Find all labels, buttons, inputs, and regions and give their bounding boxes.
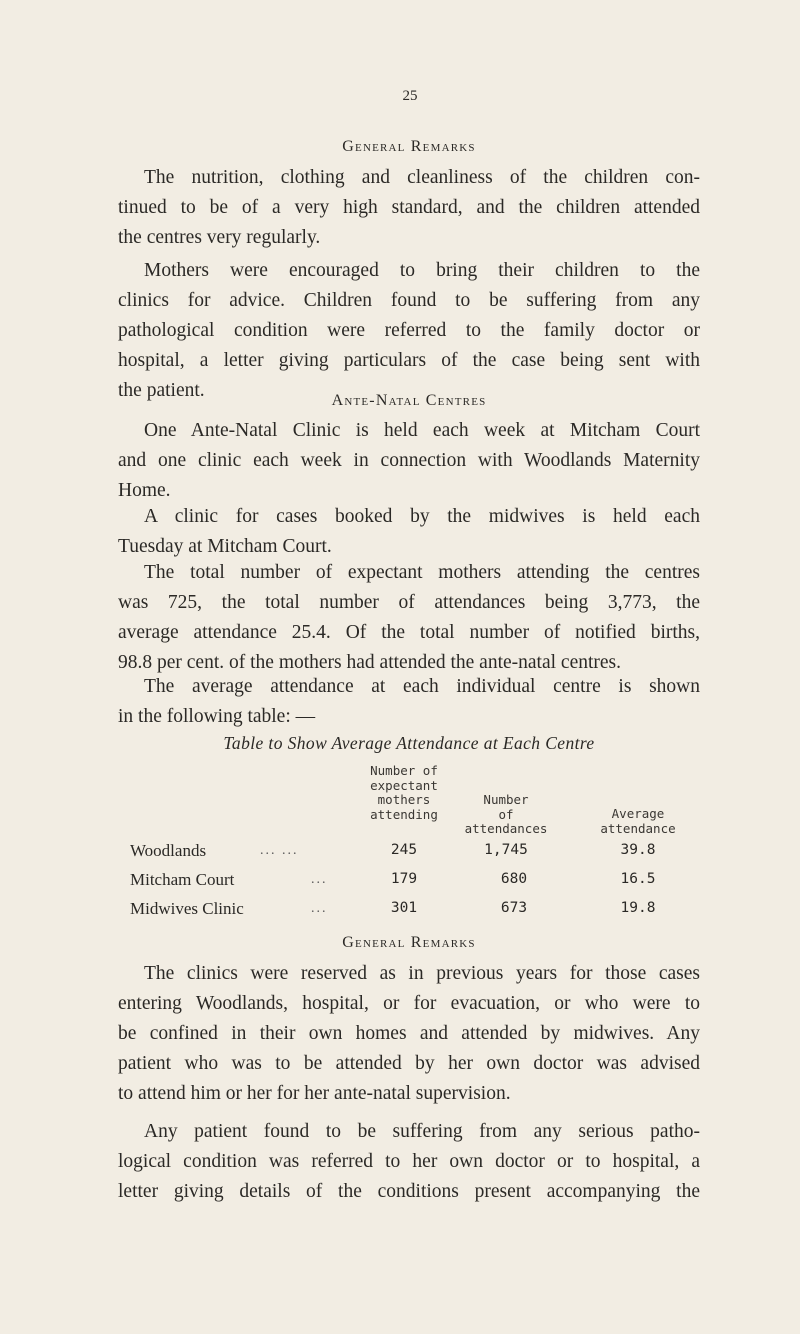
text-line: The clinics were reserved as in previous years for those cases bbox=[144, 963, 700, 984]
table-cell: 1,745 bbox=[484, 842, 528, 858]
text-line: the centres very regularly. bbox=[118, 227, 321, 248]
dot-leader: ... bbox=[311, 872, 328, 887]
paragraph-total-attendance bbox=[118, 558, 700, 678]
column-header-average-attendance bbox=[578, 807, 698, 836]
text-line: logical condition was referred to her own doctor or to hospital, a bbox=[118, 1151, 700, 1172]
section-heading-general-remarks: General Remarks bbox=[342, 138, 476, 155]
text-line: average attendance 25.4. Of the total number of notified births, bbox=[118, 622, 700, 643]
text-line: Any patient found to be suffering from any serious patho- bbox=[144, 1121, 700, 1142]
table-row-label-mitcham-court: Mitcham Court bbox=[130, 870, 235, 889]
text-line: 98.8 per cent. of the mothers had attended the ante-natal centres. bbox=[118, 652, 622, 673]
column-header-text: Average attendance bbox=[600, 806, 676, 836]
paragraph-serious-condition bbox=[118, 1117, 700, 1207]
table-row-label-woodlands: Woodlands bbox=[130, 841, 207, 860]
section-heading-general-remarks-2: General Remarks bbox=[342, 934, 476, 951]
text-line: Mothers were encouraged to bring their children to the bbox=[144, 260, 700, 281]
text-line: pathological condition were referred to the family doctor or bbox=[118, 320, 700, 341]
text-line: was 725, the total number of attendances being 3,773, the bbox=[118, 592, 700, 613]
text-line: Home. bbox=[118, 480, 171, 501]
paragraph-ante-natal-clinic bbox=[118, 416, 700, 506]
column-header-attendances bbox=[456, 793, 556, 837]
text-line: Tuesday at Mitcham Court. bbox=[118, 536, 332, 557]
text-line: be confined in their own homes and attended by midwives. Any bbox=[118, 1023, 700, 1044]
section-heading-ante-natal-centres: Ante-Natal Centres bbox=[331, 392, 487, 409]
table-cell: 179 bbox=[390, 871, 418, 887]
text-line: tinued to be of a very high standard, and the children attended bbox=[118, 197, 700, 218]
text-line: and one clinic each week in connection with Woodlands Maternity bbox=[118, 450, 700, 471]
table-cell: 19.8 bbox=[620, 900, 656, 916]
table-cell: 680 bbox=[500, 871, 528, 887]
paragraph-nutrition bbox=[118, 163, 700, 253]
paragraph-table-intro bbox=[118, 672, 700, 732]
paragraph-midwives-clinic bbox=[118, 502, 700, 562]
table-cell: 673 bbox=[500, 900, 528, 916]
column-header-text: Number of expectant mothers attending bbox=[370, 763, 438, 822]
dot-leader: ... bbox=[311, 901, 328, 916]
text-line: hospital, a letter giving particulars of the case being sent with bbox=[118, 350, 700, 371]
column-header-expectant-mothers bbox=[354, 764, 454, 822]
text-line: entering Woodlands, hospital, or for evacuation, or who were to bbox=[118, 993, 700, 1014]
text-line: the patient. bbox=[118, 380, 205, 401]
table-cell: 245 bbox=[390, 842, 418, 858]
text-line: A clinic for cases booked by the midwives is held each bbox=[144, 506, 700, 527]
column-header-text: Number of attendances bbox=[464, 792, 548, 836]
text-line: patient who was to be attended by her own doctor was advised bbox=[118, 1053, 700, 1074]
table-row-label-midwives-clinic: Midwives Clinic bbox=[130, 899, 244, 918]
text-line: letter giving details of the conditions present accompanying the bbox=[118, 1181, 700, 1202]
table-cell: 39.8 bbox=[620, 842, 656, 858]
paragraph-mothers-encouraged bbox=[118, 256, 700, 406]
paragraph-clinics-reserved bbox=[118, 959, 700, 1109]
dot-leader: ... ... bbox=[260, 843, 299, 858]
text-line: The total number of expectant mothers attending the centres bbox=[144, 562, 700, 583]
table-title: Table to Show Average Attendance at Each Centre bbox=[223, 733, 595, 753]
text-line: to attend him or her for her ante-natal supervision. bbox=[118, 1083, 511, 1104]
text-line: The average attendance at each individual centre is shown bbox=[144, 676, 700, 697]
table-cell: 301 bbox=[390, 900, 418, 916]
text-line: One Ante-Natal Clinic is held each week at Mitcham Court bbox=[144, 420, 700, 441]
text-line: clinics for advice. Children found to be suffering from any bbox=[118, 290, 700, 311]
text-line: The nutrition, clothing and cleanliness of the children con- bbox=[144, 167, 700, 188]
page-number: 25 bbox=[402, 88, 418, 104]
text-line: in the following table: — bbox=[118, 706, 316, 727]
table-cell: 16.5 bbox=[620, 871, 656, 887]
